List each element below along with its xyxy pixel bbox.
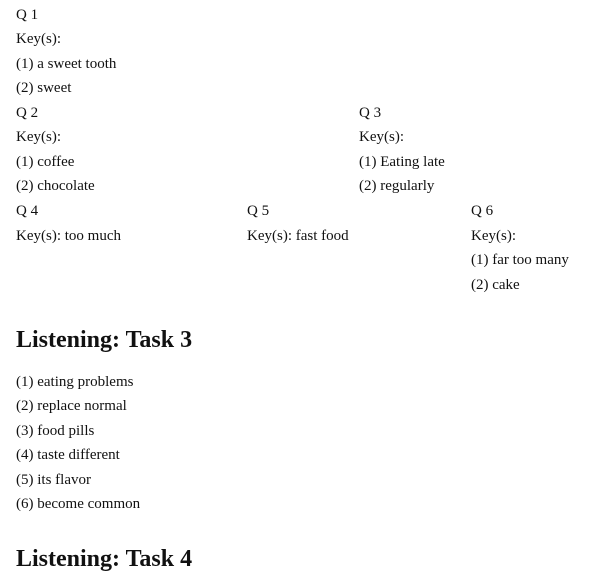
q3-answer-1: (1) Eating late (359, 154, 445, 170)
q6-answer-2: (2) cake (471, 277, 520, 293)
task3-answer-1: (1) eating problems (16, 374, 134, 390)
q2-answer-1: (1) coffee (16, 154, 75, 170)
q6-keys-label: Key(s): (471, 228, 516, 244)
q1-keys-label: Key(s): (16, 31, 61, 47)
task3-answer-4: (4) taste different (16, 447, 120, 463)
q1-answer-1: (1) a sweet tooth (16, 56, 117, 72)
q6-label: Q 6 (471, 203, 494, 219)
task3-answer-5: (5) its flavor (16, 472, 91, 488)
q2-label: Q 2 (16, 105, 39, 121)
q3-keys-label: Key(s): (359, 129, 404, 145)
q2-answer-2: (2) chocolate (16, 178, 95, 194)
q1-answer-2: (2) sweet (16, 80, 72, 96)
task3-answer-6: (6) become common (16, 496, 141, 512)
q5-label: Q 5 (247, 203, 270, 219)
q5-keys-line: Key(s): fast food (247, 228, 349, 244)
task3-answer-2: (2) replace normal (16, 398, 127, 414)
task4-heading: Listening: Task 4 (16, 546, 193, 572)
task3-heading: Listening: Task 3 (16, 327, 193, 353)
q2-keys-label: Key(s): (16, 129, 61, 145)
q3-label: Q 3 (359, 105, 382, 121)
task3-answer-3: (3) food pills (16, 423, 95, 439)
q6-answer-1: (1) far too many (471, 252, 569, 268)
q1-label: Q 1 (16, 7, 39, 23)
q4-keys-line: Key(s): too much (16, 228, 121, 244)
q4-label: Q 4 (16, 203, 39, 219)
q3-answer-2: (2) regularly (359, 178, 435, 194)
